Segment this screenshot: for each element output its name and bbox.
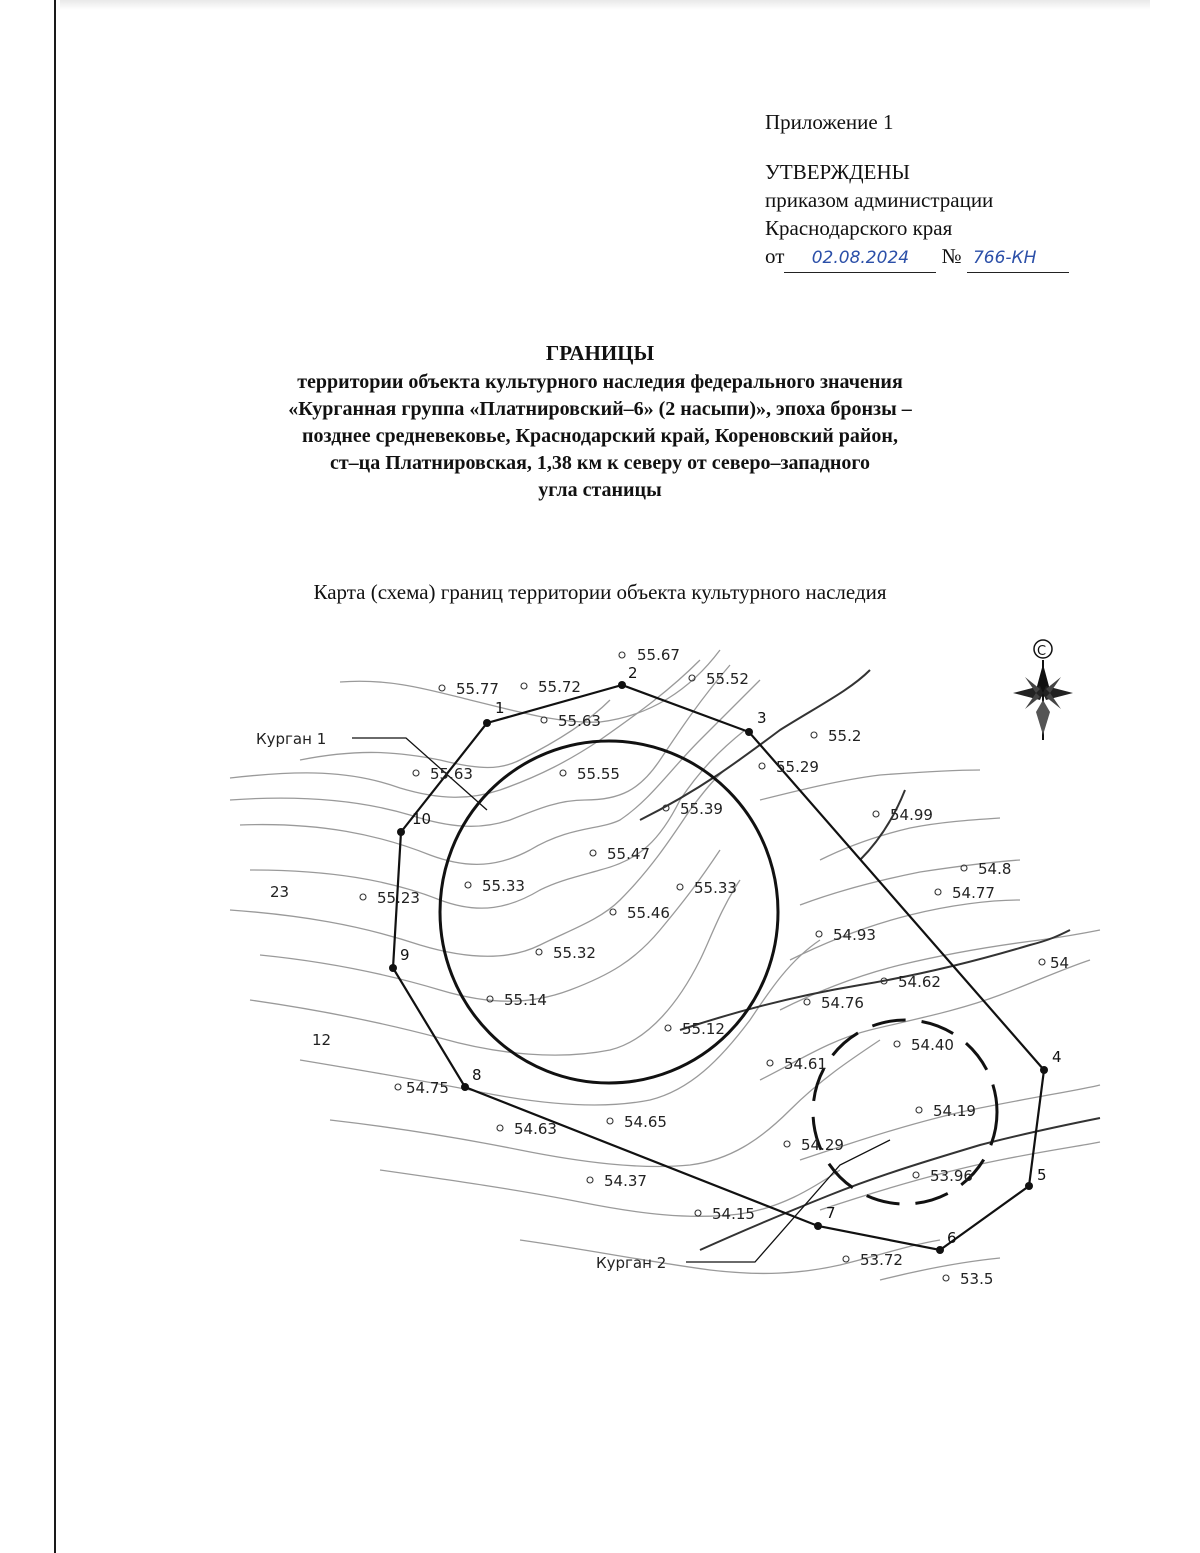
elevation-label: 54.62 [898, 973, 941, 991]
elevation-label: 55.47 [607, 845, 650, 863]
point-label: 5 [1037, 1166, 1047, 1184]
elevation-label: 54.61 [784, 1055, 827, 1073]
elevation-label: 55.14 [504, 991, 547, 1009]
elevation-label: 55.2 [828, 727, 862, 745]
point-label: 8 [472, 1066, 482, 1084]
elevation-label: 54 [1050, 954, 1070, 972]
date-prefix: от [765, 244, 785, 268]
elevation-label: 54.63 [514, 1120, 557, 1138]
order-label: приказом администрации [765, 188, 994, 212]
title-line: «Курганная группа «Платнировский–6» (2 насыпи)», эпоха бронзы – [288, 398, 912, 420]
elevation-label: 55.29 [776, 758, 819, 776]
point-label: 3 [757, 709, 767, 727]
point-label: 7 [826, 1204, 836, 1222]
elevation-label: 55.63 [430, 765, 473, 783]
elevation-label: 55.52 [706, 670, 749, 688]
elevation-label: 55.72 [538, 678, 581, 696]
elevation-label: 53.5 [960, 1270, 994, 1288]
elevation-label: 55.33 [482, 877, 525, 895]
elevation-label: 54.40 [911, 1036, 954, 1054]
title-line: территории объекта культурного наследия федерального значения [297, 371, 903, 393]
elevation-label: 55.12 [682, 1020, 725, 1038]
point-label: 6 [947, 1229, 957, 1247]
appendix-label: Приложение 1 [765, 110, 894, 134]
title-line: угла станицы [538, 479, 662, 501]
elevation-label: 55.77 [456, 680, 499, 698]
point-label: 1 [495, 699, 505, 717]
edge-number: 12 [312, 1031, 332, 1049]
point-label: 9 [400, 946, 410, 964]
elevation-labels [377, 646, 1069, 1288]
elevation-label: 54.29 [801, 1136, 844, 1154]
approved-label: УТВЕРЖДЕНЫ [765, 160, 910, 184]
point-label: 4 [1052, 1048, 1062, 1066]
point-label: 2 [628, 664, 638, 682]
edge-number: 23 [270, 883, 290, 901]
elevation-label: 55.55 [577, 765, 620, 783]
title-line: ст–ца Платнировская, 1,38 км к северу от северо–западного [329, 452, 871, 474]
order-date: 02.08.2024 [784, 244, 936, 273]
elevation-label: 54.19 [933, 1102, 976, 1120]
elevation-label: 55.67 [637, 646, 680, 664]
elevation-label: 54.99 [890, 806, 933, 824]
order-number: 766-КН [967, 244, 1069, 273]
elevation-label: 54.37 [604, 1172, 647, 1190]
north-arrow-icon [1013, 640, 1073, 740]
elevation-label: 55.46 [627, 904, 670, 922]
elevation-label: 54.76 [821, 994, 864, 1012]
title-main: ГРАНИЦЫ [545, 341, 655, 365]
elevation-label: 54.65 [624, 1113, 667, 1131]
elevation-label: 54.15 [712, 1205, 755, 1223]
elevation-label: 55.32 [553, 944, 596, 962]
elevation-label: 54.93 [833, 926, 876, 944]
elevation-label: 54.8 [978, 860, 1012, 878]
elevation-markers [360, 652, 1045, 1281]
number-prefix: № [941, 244, 962, 268]
region-label: Краснодарского края [765, 216, 953, 240]
elevation-label: 55.63 [558, 712, 601, 730]
elevation-label: 53.96 [930, 1167, 973, 1185]
kurgan-1-label: Курган 1 [256, 730, 327, 748]
elevation-label: 55.39 [680, 800, 723, 818]
elevation-label: 54.77 [952, 884, 995, 902]
point-label: 10 [412, 810, 432, 828]
elevation-label: 53.72 [860, 1251, 903, 1269]
kurgan-2-label: Курган 2 [596, 1254, 667, 1272]
contour-lines [230, 650, 1100, 1280]
elevation-label: 55.23 [377, 889, 420, 907]
elevation-label: 55.33 [694, 879, 737, 897]
title-line: позднее средневековье, Краснодарский край, Кореновский район, [302, 425, 898, 447]
north-letter: С [1037, 644, 1047, 659]
elevation-label: 54.75 [406, 1079, 449, 1097]
map-caption: Карта (схема) границ территории объекта культурного наследия [313, 580, 887, 604]
